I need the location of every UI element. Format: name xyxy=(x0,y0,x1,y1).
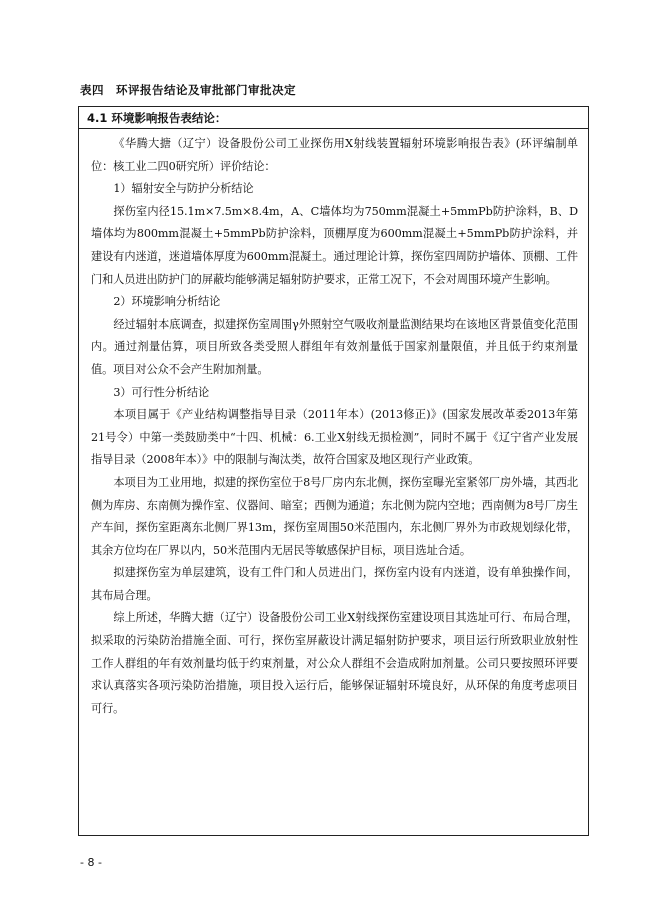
paragraph-layout: 拟建探伤室为单层建筑，设有工件门和人员进出门，探伤室内设有内迷道，设有单独操作间，其布局合理。 xyxy=(91,566,578,602)
conclusion-content xyxy=(79,129,588,720)
paragraph-summary: 综上所述，华腾大搪（辽宁）设备股份公司工业X射线探伤室建设项目其选址可行、布局合理，拟采取的污染防治措施全面、可行，探伤室屏蔽设计满足辐射防护要求，项目运行所致职业放射性工作人群组的年有效剂量均低于约束剂量，对公众人群组不会造成附加剂量。公司只要按照环评要求认真落实各项污染防治措施，项目投入运行后，能够保证辐射环境良好，从环保的角度考虑项目可行。 xyxy=(91,611,578,715)
section-heading: 4.1 环境影响报告表结论： xyxy=(79,107,588,129)
paragraph-site-selection: 本项目为工业用地，拟建的探伤室位于8号厂房内东北侧，探伤室曝光室紧邻厂房外墙，其西北侧为库房、东南侧为操作室、仪器间、暗室；西侧为通道；东北侧为院内空地；西南侧为8号厂房生产车间，探伤室距离东北侧厂界13m，探伤室周围50米范围内，东北侧厂界外为市政规划绿化带，其余方位均在厂界以内，50米范围内无居民等敏感保护目标，项目选址合适。 xyxy=(91,475,578,557)
subheading-feasibility: 3）可行性分析结论 xyxy=(113,385,210,399)
paragraph-intro: 《华腾大搪（辽宁）设备股份公司工业探伤用X射线装置辐射环境影响报告表》(环评编制单位：核工业二四0研究所）评价结论： xyxy=(91,137,578,173)
subheading-radiation-safety: 1）辐射安全与防护分析结论 xyxy=(113,182,254,196)
table-title: 表四 环评报告结论及审批部门审批决定 xyxy=(80,83,296,97)
paragraph-industrial-policy: 本项目属于《产业结构调整指导目录（2011年本）(2013修正)》(国家发展改革委2013年第21号令）中第一类鼓励类中“十四、机械：6.工业X射线无损检测”，同时不属于《辽宁省产业发展指导目录（2008年本）》中的限制与淘汰类，故符合国家及地区现行产业政策。 xyxy=(91,408,578,467)
page-number: - 8 - xyxy=(80,856,102,869)
paragraph-environmental-impact: 经过辐射本底调查，拟建探伤室周围γ外照射空气吸收剂量监测结果均在该地区背景值变化范围内。通过剂量估算，项目所致各类受照人群组年有效剂量低于国家剂量限值，并且低于约束剂量值。项目对公众不会产生附加剂量。 xyxy=(91,317,578,376)
subheading-environmental-impact: 2）环境影响分析结论 xyxy=(113,295,221,309)
paragraph-radiation-safety: 探伤室内径15.1m×7.5m×8.4m，A、C墙体均为750mm混凝土+5mmPb防护涂料，B、D墙体均为800mm混凝土+5mmPb防护涂料，顶棚厚度为600mm混凝土+5mmPb防护涂料，并建设有内迷道，迷道墙体厚度为600mm混凝土。通过理论计算，探伤室四周防护墙体、顶棚、工件门和人员进出防护门的屏蔽均能够满足辐射防护要求，正常工况下，不会对周围环境产生影响。 xyxy=(91,204,578,286)
conclusion-table xyxy=(78,106,589,836)
